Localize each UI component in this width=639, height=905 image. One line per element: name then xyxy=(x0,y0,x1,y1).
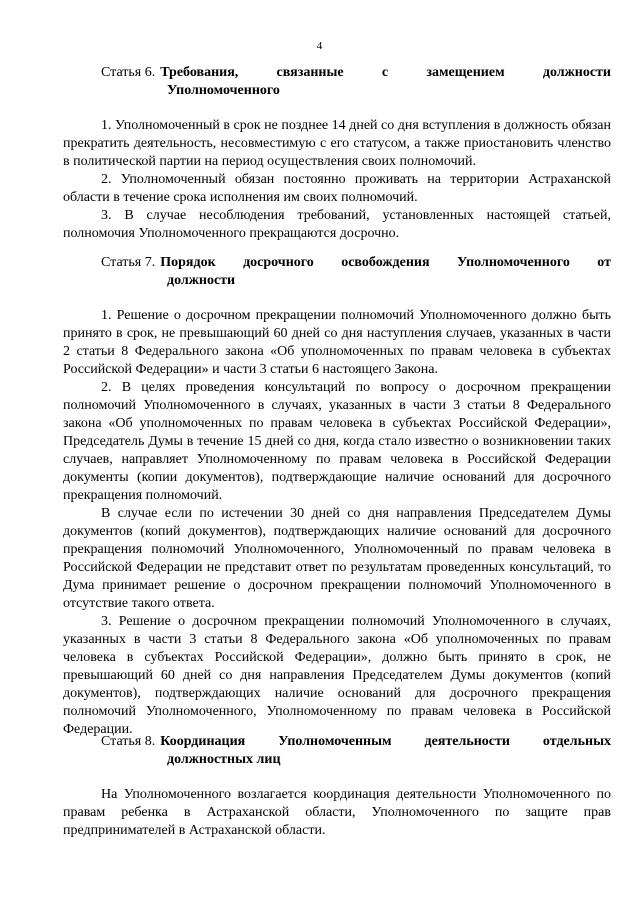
article-7-title-line1: Порядок досрочного освобождения Уполномоченного от xyxy=(160,255,611,270)
article-6 xyxy=(63,64,611,243)
article-7 xyxy=(63,254,611,739)
article-7-paragraph-3: В случае если по истечении 30 дней со дня направления Председателем Думы документов (копий документов), подтверждающих наличие оснований для досрочного прекращения полномочий Уполномоченного, Уполномоченный по правам человека в Российской Федерации не представит ответ по результатам проведенных консультаций, то Дума принимает решение о досрочном прекращении полномочий Уполномоченного в отсутствие такого ответа. xyxy=(63,506,611,611)
article-8-number: Статья 8. xyxy=(101,734,156,749)
article-6-paragraph-3: 3. В случае несоблюдения требований, установленных настоящей статьей, полномочия Уполномоченного прекращаются досрочно. xyxy=(63,208,611,241)
article-7-paragraph-1: 1. Решение о досрочном прекращении полномочий Уполномоченного должно быть принято в срок, не превышающий 60 дней со дня наступления случаев, указанных в части 2 статьи 8 Федерального закона «Об уполномоченных по правам человека в субъектах Российской Федерации» и части 3 статьи 6 настоящего Закона. xyxy=(63,308,611,377)
article-8 xyxy=(63,733,611,840)
article-7-heading xyxy=(63,254,611,290)
article-7-title-line2: должности xyxy=(167,273,236,288)
article-6-paragraph-2: 2. Уполномоченный обязан постоянно проживать на территории Астраханской области в течение срока исполнения им своих полномочий. xyxy=(63,172,611,205)
article-7-number: Статья 7. xyxy=(101,255,156,270)
article-7-paragraph-4: 3. Решение о досрочном прекращении полномочий Уполномоченного в случаях, указанных в части 3 статьи 8 Федерального закона «Об уполномоченных по правам человека в субъектах Российской Федерации», должно быть принято в срок, не превышающий 60 дней со дня направления Председателем Думы документов (копий документов), подтверждающих наличие оснований для досрочного прекращения полномочий Уполномоченного, Уполномоченному по правам человека в Российской Федерации. xyxy=(63,614,611,737)
article-6-title-line1: Требования, связанные с замещением должности xyxy=(160,65,611,80)
article-8-heading xyxy=(63,733,611,769)
article-8-paragraph-1: На Уполномоченного возлагается координация деятельности Уполномоченного по правам ребенка в Астраханской области, Уполномоченного по защите прав предпринимателей в Астраханской области. xyxy=(63,787,611,838)
article-6-title-line2: Уполномоченного xyxy=(167,83,280,98)
article-6-paragraph-1: 1. Уполномоченный в срок не позднее 14 дней со дня вступления в должность обязан прекратить деятельность, несовместимую с его статусом, а также приостановить членство в политической партии на период осуществления своих полномочий. xyxy=(63,118,611,169)
article-6-number: Статья 6. xyxy=(101,65,156,80)
article-8-title-line1: Координация Уполномоченным деятельности отдельных xyxy=(160,734,611,749)
article-7-paragraph-2: 2. В целях проведения консультаций по вопросу о досрочном прекращении полномочий Уполномоченного в случаях, указанных в части 3 статьи 8 Федерального закона «Об уполномоченных по правам человека в субъектах Российской Федерации», Председатель Думы в течение 15 дней со дня, когда стало известно о возникновении таких случаев, направляет Уполномоченному по правам человека в Российской Федерации документы (копии документов), подтверждающие наличие оснований для досрочного прекращения полномочий. xyxy=(63,380,611,503)
page-number: 4 xyxy=(316,40,323,52)
article-8-title-line2: должностных лиц xyxy=(167,752,281,767)
article-6-heading xyxy=(63,64,611,100)
